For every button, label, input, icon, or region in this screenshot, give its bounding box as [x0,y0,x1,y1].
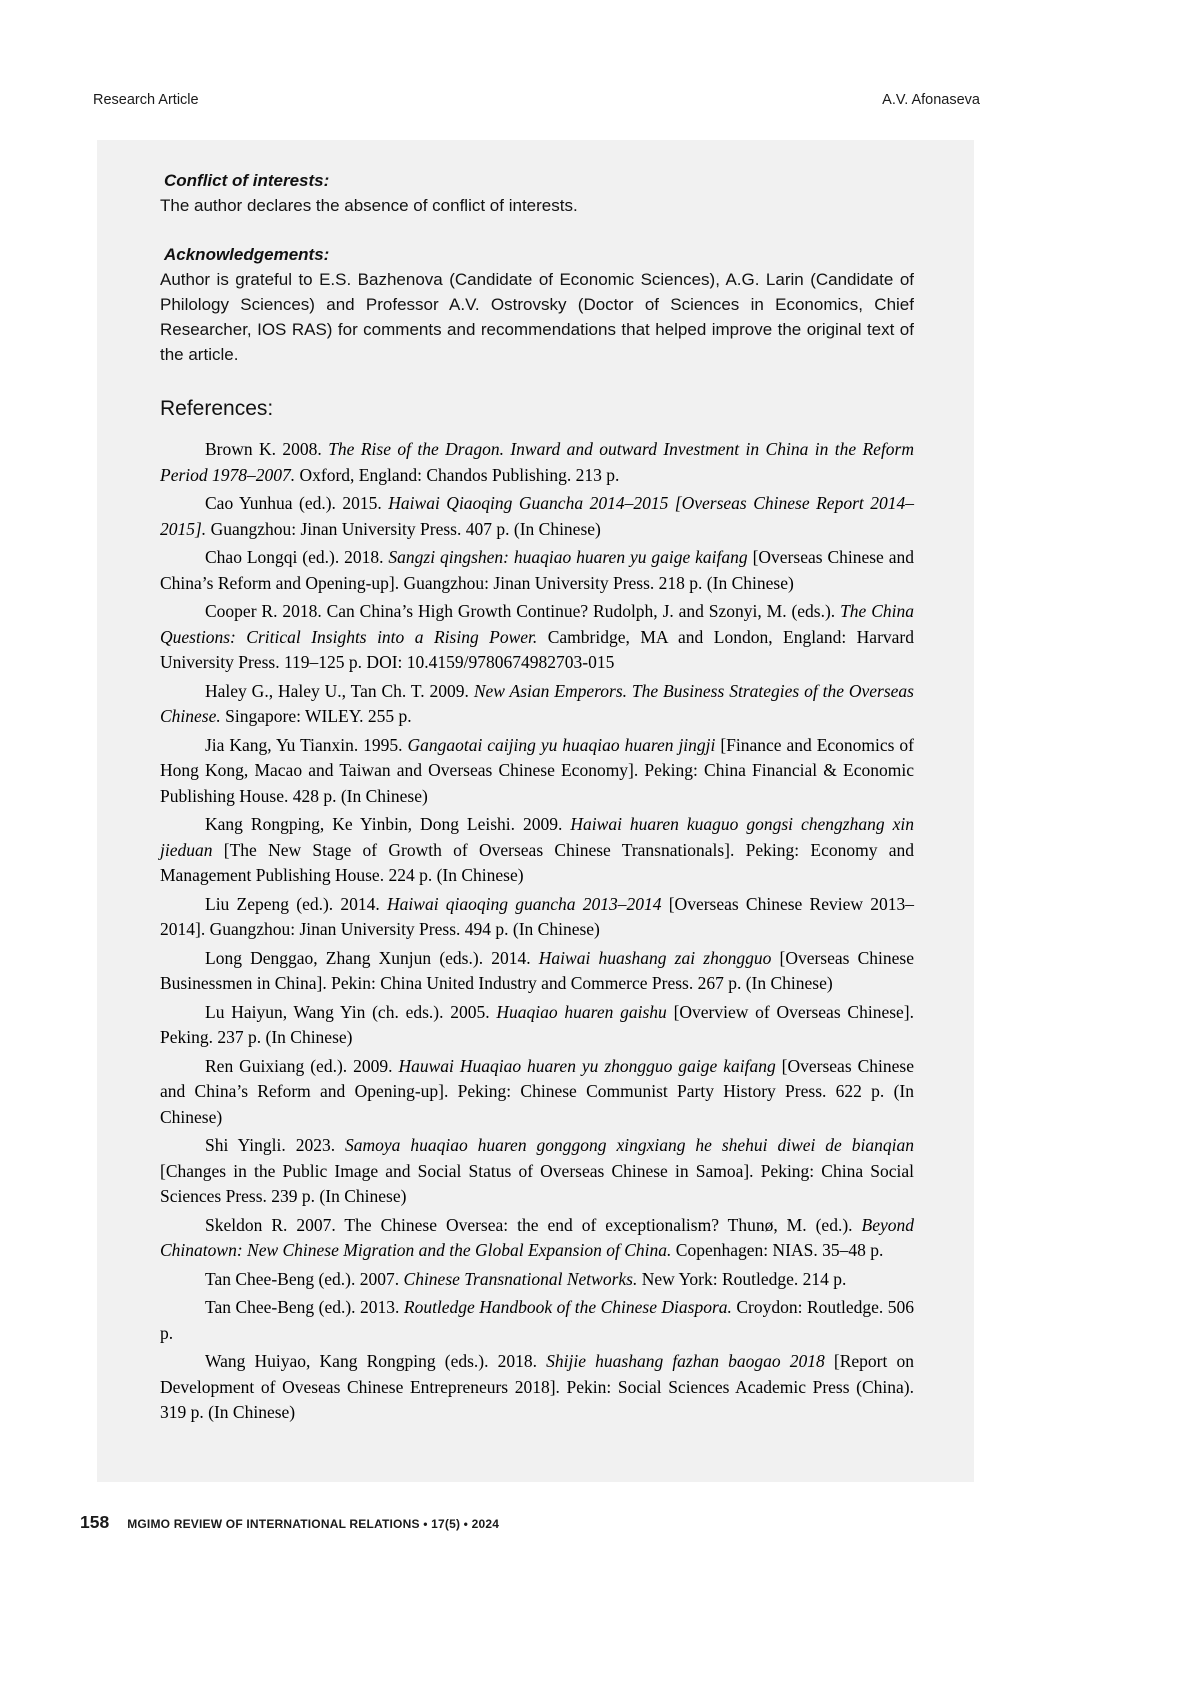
reference-text-segment: [The New Stage of Growth of Overseas Chinese Transnationals]. Peking: Economy and Management Publishing House. 224 p. (In Chinese) [160,839,914,885]
reference-entry [160,491,914,542]
reference-text-segment: Ren Guixiang (ed.). 2009. [205,1055,399,1076]
author-name: A.V. Afonaseva [882,92,980,108]
reference-text-segment: Brown K. 2008. [205,439,329,459]
conflict-of-interests-heading: Conflict of interests: [164,171,330,190]
reference-text-segment: [Overseas Chinese and China’s Reform and Opening-up]. Peking: Chinese Communist Party History Press. 622 p. (In Chinese) [160,1055,914,1127]
reference-text-segment: Singapore: WILEY. 255 p. [220,706,412,726]
acknowledgements-text: Author is grateful to E.S. Bazhenova (Candidate of Economic Sciences), A.G. Larin (Candidate of Philology Sciences) and Professor A.V. Ostrovsky (Doctor of Sciences in Economics, Chief Researcher, IOS RAS) for comments and recommendations that helped improve the original text of the article. [160,270,914,364]
reference-entry [160,1054,914,1131]
reference-text-segment: Kang Rongping, Ke Yinbin, Dong Leishi. 2009. [205,814,571,834]
reference-title-segment: The Rise of the Dragon. Inward and outward Investment in China in the Reform Period 1978–2007. [160,439,915,485]
reference-text-segment: Lu Haiyun, Wang Yin (ch. eds.). 2005. [205,1001,497,1022]
reference-text-segment: Wang Huiyao, Kang Rongping (eds.). 2018. [205,1351,547,1371]
reference-entry [160,812,914,889]
reference-title-segment: The China Questions: Critical Insights into a Rising Power. [160,601,914,647]
reference-title-segment: Haiwai Qiaoqing Guancha 2014–2015 [Overseas Chinese Report 2014–2015]. [160,493,914,539]
reference-title-segment: Samoya huaqiao huaren gonggong xingxiang he shehui diwei de bianqian [345,1135,914,1155]
reference-title-segment: New Asian Emperors. The Business Strategies of the Overseas Chinese. [160,680,914,726]
reference-title-segment: Routledge Handbook of the Chinese Diaspora. [403,1297,732,1317]
article-type-label: Research Article [93,92,199,108]
reference-title-segment: Chinese Transnational Networks. [403,1268,638,1289]
reference-title-segment: Gangaotai caijing yu huaqiao huaren jingji [407,734,716,755]
reference-entry [160,1295,914,1346]
reference-text-segment: Liu Zepeng (ed.). 2014. [205,893,388,914]
reference-entry [160,1133,914,1210]
reference-entry [160,892,914,943]
reference-text-segment: [Changes in the Public Image and Social Status of Overseas Chinese in Samoa]. Peking: China Social Sciences Press. 239 p. (In Chinese) [160,1160,914,1206]
reference-entry [160,679,914,730]
page-number: 158 [80,1512,110,1532]
reference-text-segment: Tan Chee-Beng (ed.). 2007. [205,1268,404,1289]
reference-text-segment: [Overseas Chinese Review 2013–2014]. Guangzhou: Jinan University Press. 494 p. (In Chinese) [160,893,914,939]
reference-entry [160,733,914,810]
reference-text-segment: Tan Chee-Beng (ed.). 2013. [205,1297,404,1317]
reference-text-segment: Copenhagen: NIAS. 35–48 p. [671,1240,884,1260]
reference-text-segment: [Overseas Chinese Businessmen in China]. Pekin: China United Industry and Commerce Press. 267 p. (In Chinese) [160,947,914,993]
reference-text-segment: [Finance and Economics of Hong Kong, Macao and Taiwan and Overseas Chinese Economy]. Peking: China Financial & Economic Publishing House. 428 p. (In Chinese) [160,734,914,806]
journal-title-line: MGIMO REVIEW OF INTERNATIONAL RELATIONS • 17(5) • 2024 [127,1517,500,1531]
reference-text-segment: Cao Yunhua (ed.). 2015. [205,493,389,513]
reference-text-segment: Oxford, England: Chandos Publishing. 213 p. [295,464,620,485]
reference-entry [160,946,914,997]
reference-title-segment: Haiwai huashang zai zhongguo [538,947,772,968]
reference-text-segment: Cambridge, MA and London, England: Harvard University Press. 119–125 p. DOI: 10.4159/9780674982703-015 [160,626,914,672]
reference-title-segment: Sangzi qingshen: huaqiao huaren yu gaige kaifang [388,547,748,567]
reference-title-segment: Haiwai huaren kuaguo gongsi chengzhang xin jieduan [160,814,914,860]
reference-title-segment: Haiwai qiaoqing guancha 2013–2014 [387,893,662,914]
reference-entry [160,599,914,676]
reference-text-segment: New York: Routledge. 214 p. [637,1268,847,1289]
reference-title-segment: Shijie huashang fazhan baogao 2018 [546,1351,825,1371]
reference-text-segment: Shi Yingli. 2023. [205,1135,346,1155]
acknowledgements-heading: Acknowledgements: [164,245,330,264]
reference-text-segment: [Overview of Overseas Chinese]. Peking. 237 p. (In Chinese) [160,1001,914,1047]
reference-title-segment: Beyond Chinatown: New Chinese Migration and the Global Expansion of China. [160,1214,914,1260]
reference-entry [160,1349,914,1426]
references-heading: References: [160,397,274,420]
reference-title-segment: Huaqiao huaren gaishu [496,1001,667,1022]
reference-entry [160,1267,914,1293]
reference-text-segment: Skeldon R. 2007. The Chinese Oversea: the end of exceptionalism? Thunø, M. (ed.). [205,1214,862,1235]
reference-entry [160,1000,914,1051]
page-footer [80,1512,499,1533]
reference-text-segment: Haley G., Haley U., Tan Ch. T. 2009. [205,680,474,701]
reference-text-segment: Croydon: Routledge. 506 p. [160,1297,914,1343]
reference-text-segment: Jia Kang, Yu Tianxin. 1995. [205,734,408,755]
reference-text-segment: Cooper R. 2018. Can China’s High Growth Continue? Rudolph, J. and Szonyi, M. (eds.). [205,601,841,621]
reference-text-segment: Long Denggao, Zhang Xunjun (eds.). 2014. [205,947,539,968]
reference-text-segment: Chao Longqi (ed.). 2018. [205,547,389,567]
reference-text-segment: [Overseas Chinese and China’s Reform and Opening-up]. Guangzhou: Jinan University Press. 218 p. (In Chinese) [160,547,914,593]
content-panel [97,140,974,1482]
reference-entry [160,545,914,596]
reference-entry [160,437,914,488]
references-list [160,437,914,1426]
reference-text-segment: Guangzhou: Jinan University Press. 407 p. (In Chinese) [206,518,601,539]
reference-text-segment: [Report on Development of Oveseas Chinese Entrepreneurs 2018]. Pekin: Social Sciences Academic Press (China). 319 p. (In Chinese) [160,1351,914,1422]
reference-title-segment: Hauwai Huaqiao huaren yu zhongguo gaige kaifang [398,1055,776,1076]
conflict-of-interests-text: The author declares the absence of conflict of interests. [160,196,578,215]
reference-entry [160,1213,914,1264]
page-header [93,92,980,108]
